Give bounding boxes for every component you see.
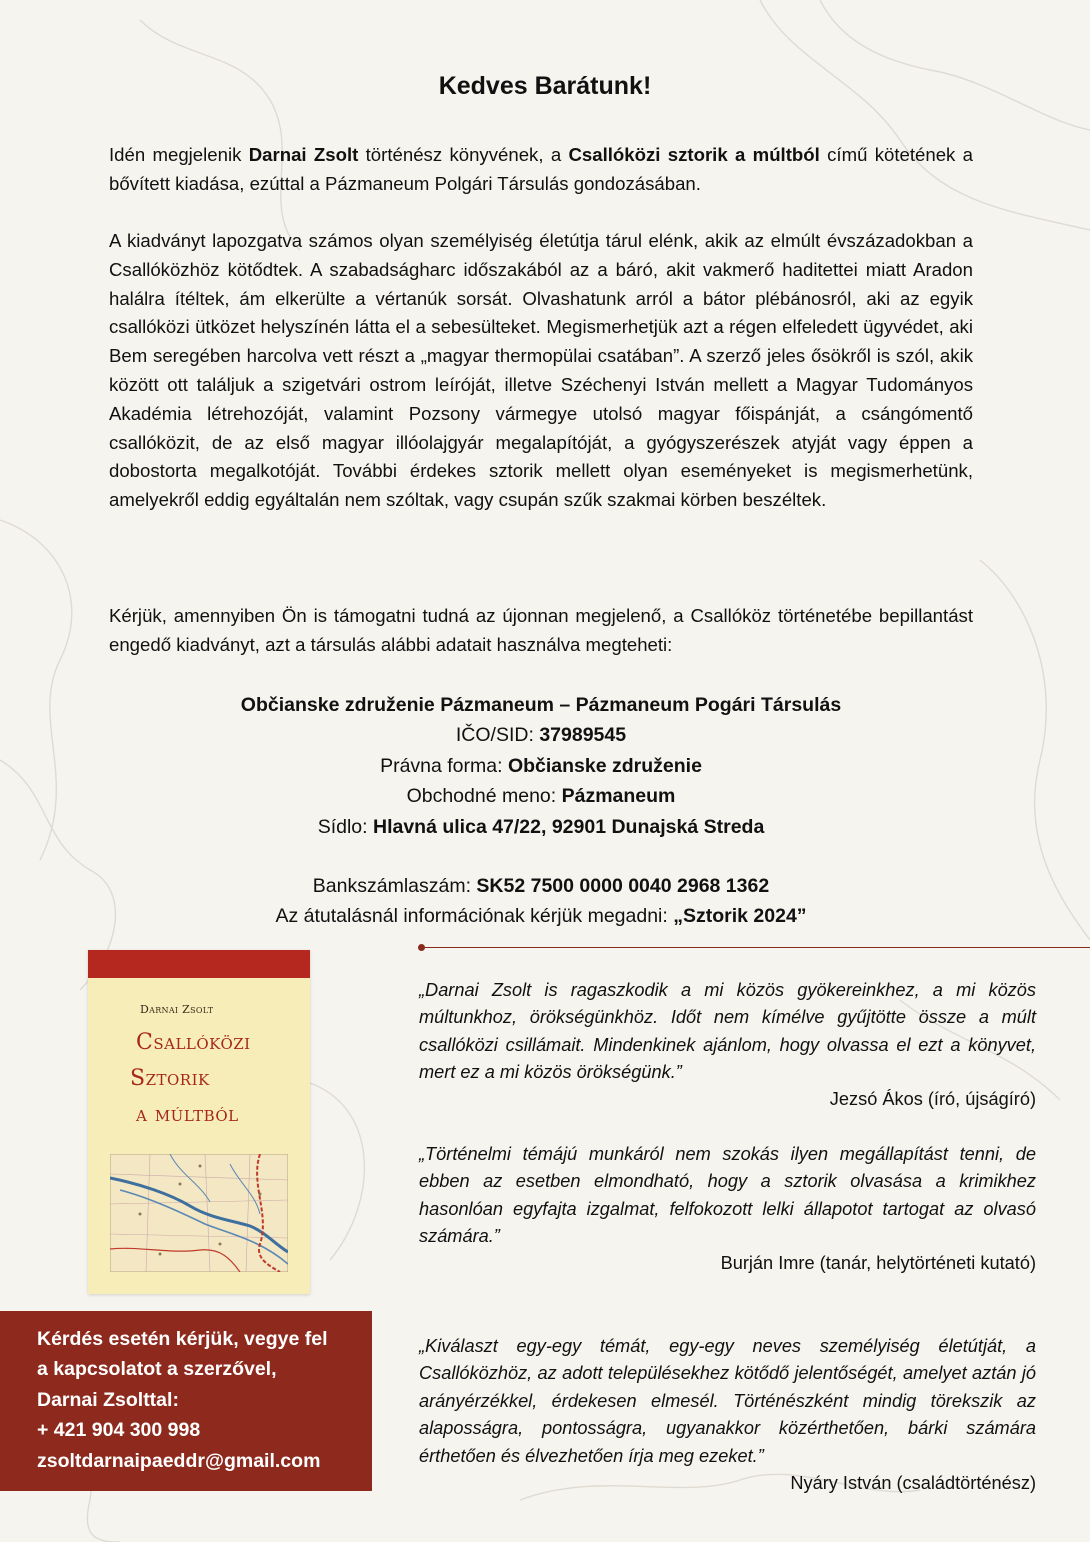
book-cover-band xyxy=(88,950,310,978)
description-paragraph: A kiadványt lapozgatva számos olyan személyiség életútja tárul elénk, akik az elmúlt évszázadokban a Csallóközhöz kötődtek. A szabadságharc időszakából az a báró, akit vakmerő haditettei miatt Aradon halálra ítéltek, ám elkerülte a vértanúk sorsát. Olvashatunk arról a bátor plébánosról, aki az egyik csallóközi ütközet helyszínén látta el a sebesülteket. Megismerhetjük azt a régen elfeledett ügyvédet, aki Bem seregében harcolva vett részt a „magyar thermopülai csatában”. A szerző jeles ősökről is szól, akik között ott találjuk a szigetvári ostrom leíróját, illetve Széchenyi István mellett a Magyar Tudományos Akadémia létrehozóját, valamint Pozsony vármegye utolsó magyar főispánját, a csángómentő csallóközit, de az első magyar illóolajgyár megalapítóját, a gyógyszerészek atyját vagy éppen a dobostorta megalkotóját. További érdekes sztorik mellett olyan eseményeket is megismerhetünk, amelyekről eddig egyáltalán nem szóltak, vagy csupán szűk szakmai körben beszéltek. xyxy=(109,230,973,511)
intro-text-2: történész könyvének, a xyxy=(358,144,569,165)
contact-phone: + 421 904 300 998 xyxy=(37,1419,201,1442)
contact-line-1: Kérdés esetén kérjük, vegye fel xyxy=(37,1328,328,1350)
bank-account-label: Bankszámlaszám: xyxy=(312,875,477,897)
bank-account-value: SK52 7500 0000 0040 2968 1362 xyxy=(476,875,770,897)
seat-line xyxy=(109,812,973,842)
book-cover-image xyxy=(88,950,310,1294)
payment-reference-value: „Sztorik 2024” xyxy=(673,905,807,928)
seat-label: Sídlo: xyxy=(317,815,373,838)
business-name-label: Obchodné meno: xyxy=(406,785,562,808)
seat-value: Hlavná ulica 47/22, 92901 Dunajská Streda xyxy=(372,815,765,838)
organization-details xyxy=(109,690,973,842)
organization-name: Občianske združenie Pázmaneum – Pázmaneum Pogári Társulás xyxy=(240,694,842,716)
intro-paragraph xyxy=(109,141,973,199)
book-cover-title-line-3: a múltból xyxy=(136,1102,239,1127)
legal-form-line xyxy=(109,751,973,781)
intro-text-3: című kötetének a bővített kiadása, ezúttal a Pázmaneum Polgári Társulás gondozásában. xyxy=(109,144,974,194)
legal-form-value: Občianske združenie xyxy=(507,754,702,777)
book-cover-author: Darnai Zsolt xyxy=(140,1003,214,1016)
book-cover-title-line-1: Csallóközi xyxy=(136,1030,251,1055)
testimonial-quote-3: „Kiválaszt egy-egy témát, egy-egy neves személyiség életútját, a Csallóközhöz, az adott településekhez kötődő jelentőségét, amelyet aztán jó arányérzékkel, érdekesen elmesél. Történészként mindig törekszik az alaposságra, pontosságra, ugyanakkor közérthetően, bárki számára érthetően és élvezhetően írja meg ezeket.” xyxy=(419,1336,1036,1466)
page-title: Kedves Barátunk! xyxy=(438,72,652,100)
business-name-line xyxy=(109,781,973,811)
support-request-paragraph: Kérjük, amennyiben Ön is támogatni tudná az újonnan megjelenő, a Csallóköz történetébe bepillantást engedő kiadványt, azt a társulás alábbi adatait használva megteheti: xyxy=(109,605,973,655)
testimonial-quote-2: „Történelmi témájú munkáról nem szokás ilyen megállapítást tenni, de ebben az esetben elmondható, hogy a sztorik olvasása a krimikhez hasonlóan egyfajta izgalmat, felfokozott lelki állapotot tartogat az olvasó számára.” xyxy=(419,1144,1036,1247)
bank-account-line xyxy=(109,871,973,901)
testimonial-author-2: Burján Imre (tanár, helytörténeti kutató) xyxy=(720,1253,1036,1273)
book-title-inline: Csallóközi sztorik a múltból xyxy=(568,144,820,165)
payment-reference-label: Az átutalásnál információnak kérjük megadni: xyxy=(275,905,674,928)
ico-label: IČO/SID: xyxy=(455,724,540,747)
payment-reference-line xyxy=(109,901,973,931)
contact-line-2: a kapcsolatot a szerzővel, xyxy=(37,1358,277,1381)
intro-text-1: Idén megjelenik xyxy=(109,144,249,165)
legal-form-label: Právna forma: xyxy=(380,754,508,777)
section-divider xyxy=(424,947,1090,948)
book-cover-title-line-2: Sztorik xyxy=(130,1066,210,1091)
ico-line xyxy=(109,720,973,750)
business-name-value: Pázmaneum xyxy=(561,785,676,808)
contact-box xyxy=(0,1311,372,1491)
testimonial-quote-1: „Darnai Zsolt is ragaszkodik a mi közös gyökereinkhez, a mi közös múltunkhoz, örökségünkhöz. Időt nem kímélve gyűjtötte össze a múlt csallóközi csillámait. Mindenkinek ajánlom, hogy olvassa el ezt a könyvet, mert ez a mi közös örökségünk.” xyxy=(419,980,1036,1083)
testimonial-author-3: Nyáry István (családtörténész) xyxy=(790,1473,1036,1493)
testimonial-author-1: Jezsó Ákos (író, újságíró) xyxy=(829,1089,1036,1109)
author-name: Darnai Zsolt xyxy=(248,144,359,165)
contact-email: zsoltdarnaipaeddr@gmail.com xyxy=(37,1449,321,1472)
ico-value: 37989545 xyxy=(539,724,627,747)
contact-name: Darnai Zsolttal: xyxy=(37,1388,179,1411)
bank-details xyxy=(109,871,973,932)
book-cover-map-illustration xyxy=(110,1154,288,1272)
